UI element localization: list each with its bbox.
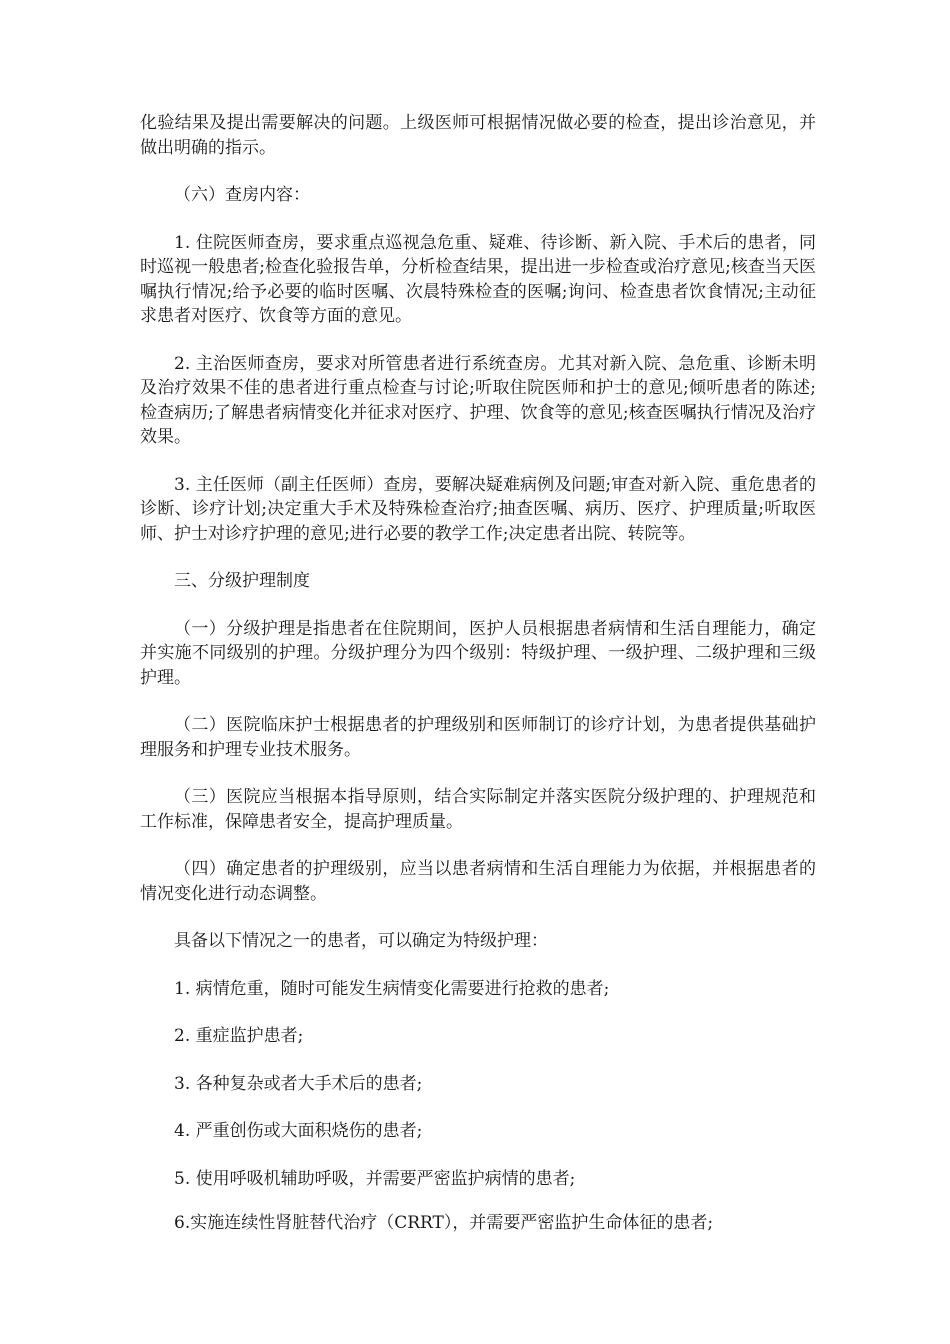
paragraph-nursing-definition: （一）分级护理是指患者在住院期间，医护人员根据患者病情和生活自理能力，确定并实施不同级别的护理。分级护理分为四个级别：特级护理、一级护理、二级护理和三级护理。: [140, 618, 816, 688]
list-item: 1. 病情危重，随时可能发生病情变化需要进行抢救的患者;: [174, 978, 610, 999]
paragraph-nursing-level-determination: （四）确定患者的护理级别，应当以患者病情和生活自理能力为依据，并根据患者的情况变化进行动态调整。: [140, 859, 816, 904]
paragraph-attending-rounds: 2. 主治医师查房，要求对所管患者进行系统查房。尤其对新入院、急危重、诊断未明及治疗效果不佳的患者进行重点检查与讨论;听取住院医师和护士的意见;倾听患者的陈述;检查病历;了解患者病情变化并征求对医疗、护理、饮食等的意见;核查医嘱执行情况及治疗效果。: [140, 353, 816, 447]
paragraph-special-care-intro: 具备以下情况之一的患者，可以确定为特级护理：: [174, 931, 548, 951]
list-item: 2. 重症监护患者;: [174, 1026, 304, 1046]
list-item: 3. 各种复杂或者大手术后的患者;: [174, 1073, 423, 1094]
list-item: 6.实施连续性肾脏替代治疗（CRRT），并需要严密监护生命体征的患者;: [174, 1213, 714, 1233]
paragraph-resident-rounds: 1. 住院医师查房，要求重点巡视急危重、疑难、待诊断、新入院、手术后的患者，同时巡视一般患者;检查化验报告单，分析检查结果，提出进一步检查或治疗意见;核查当天医嘱执行情况;给予必要的临时医嘱、次晨特殊检查的医嘱;询问、检查患者饮食情况;主动征求患者对医疗、饮食等方面的意见。: [140, 232, 816, 326]
list-item: 5. 使用呼吸机辅助呼吸，并需要严密监护病情的患者;: [174, 1168, 576, 1189]
paragraph-continuation: 化验结果及提出需要解决的问题。上级医师可根据情况做必要的检查，提出诊治意见，并做出明确的指示。: [140, 113, 816, 158]
paragraph-chief-rounds: 3. 主任医师（副主任医师）查房，要解决疑难病例及问题;审查对新入院、重危患者的诊断、诊疗计划;决定重大手术及特殊检查治疗;抽查医嘱、病历、医疗、护理质量;听取医师、护士对诊疗护理的意见;进行必要的教学工作;决定患者出院、转院等。: [140, 474, 816, 544]
section-heading-rounds-content: （六）查房内容：: [174, 185, 310, 205]
paragraph-nursing-standards: （三）医院应当根据本指导原则，结合实际制定并落实医院分级护理的、护理规范和工作标准，保障患者安全，提高护理质量。: [140, 787, 816, 832]
document-page: [140, 111, 816, 1259]
paragraph-nursing-services: （二）医院临床护士根据患者的护理级别和医师制订的诊疗计划，为患者提供基础护理服务和护理专业技术服务。: [140, 715, 816, 760]
section-heading-nursing-levels: 三、分级护理制度: [174, 571, 310, 591]
list-item: 4. 严重创伤或大面积烧伤的患者;: [174, 1121, 423, 1141]
